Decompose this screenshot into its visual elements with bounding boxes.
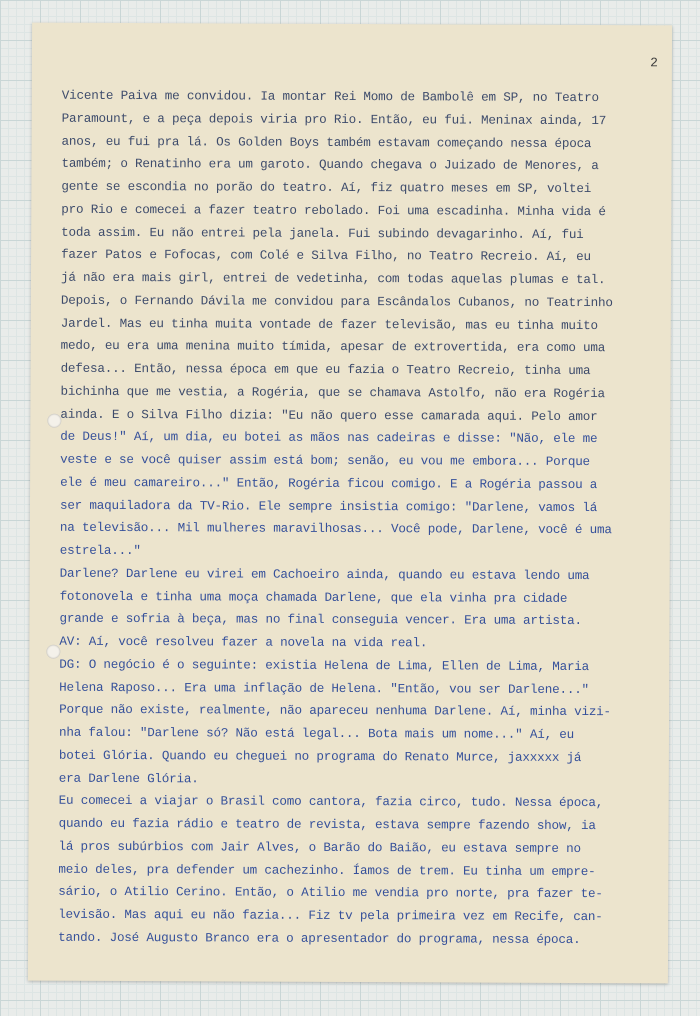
- text-line: também; o Renatinho era um garoto. Quando chegava o Juizado de Menores, a: [61, 156, 599, 174]
- text-line: botei Glória. Quando eu cheguei no programa do Renato Murce, jaxxxxx já: [58, 748, 582, 765]
- text-line: de Deus!" Aí, um dia, eu botei as mãos nas cadeiras e disse: "Não, ele me: [60, 429, 598, 447]
- punch-hole-bottom: [46, 645, 60, 659]
- text-line: defesa... Então, nessa época em que eu fazia o Teatro Recreio, tinha uma: [60, 361, 591, 379]
- text-line: ele é meu camareiro..." Então, Rogéria ficou comigo. E a Rogéria passou a: [60, 475, 598, 492]
- text-line: Eu comecei a viajar o Brasil como cantora, fazia circo, tudo. Nessa época,: [58, 793, 604, 811]
- text-line: era Darlene Glória.: [58, 771, 199, 786]
- text-line: nha falou: "Darlene só? Não está legal... Bota mais um nome..." Aí, eu: [58, 725, 575, 742]
- text-line: fotonovela e tinha uma moça chamada Darlene, que ela vinha pra cidade: [59, 589, 568, 606]
- text-line: Paramount, e a peça depois viria pro Rio. Então, eu fui. Meninax ainda, 17: [61, 111, 607, 128]
- text-line: toda assim. Eu não entrei pela janela. Fui subindo devagarinho. Aí, fui: [61, 225, 584, 242]
- text-line: bichinha que me vestia, a Rogéria, que se chamava Astolfo, não era Rogéria: [60, 384, 605, 401]
- text-line: pro Rio e comecei a fazer teatro rebolado. Foi uma escadinha. Minha vida é: [61, 202, 606, 219]
- page-number: 2: [650, 55, 658, 71]
- text-line: AV: Aí, você resolveu fazer a novela na vida real.: [59, 634, 428, 651]
- text-line: Helena Raposo... Era uma inflação de Helena. "Então, vou ser Darlene...": [59, 680, 589, 697]
- text-line: Darlene? Darlene eu virei em Cachoeiro ainda, quando eu estava lendo uma: [59, 566, 590, 583]
- typewritten-page: [28, 23, 672, 984]
- text-line: gente se escondia no porão do teatro. Aí, fiz quatro meses em SP, voltei: [61, 179, 592, 197]
- punch-hole-top: [47, 414, 61, 428]
- text-line: sário, o Atilio Cerino. Então, o Atilio me vendia pro norte, pra fazer te-: [58, 884, 603, 902]
- text-line: veste e se você quiser assim está bom; senão, eu vou me embora... Porque: [60, 452, 590, 470]
- text-line: levisão. Mas aqui eu não fazia... Fiz tv pela primeira vez em Recife, can-: [58, 907, 603, 925]
- text-line: DG: O negócio é o seguinte: existia Helena de Lima, Ellen de Lima, Maria: [59, 657, 590, 674]
- text-line: já não era mais girl, entrei de vedetinha, com todas aquelas plumas e tal.: [60, 270, 606, 288]
- text-line: quando eu fazia rádio e teatro de revista, estava sempre fazendo show, ia: [58, 816, 596, 834]
- text-line: na televisão... Mil mulheres maravilhosas... Você pode, Darlene, você é uma: [59, 520, 612, 538]
- text-line: fazer Patos e Fofocas, com Colé e Silva Filho, no Teatro Recreio. Aí, eu: [61, 247, 591, 265]
- text-line: lá pros subúrbios com Jair Alves, o Barão do Baião, eu estava sempre no: [58, 839, 581, 856]
- text-line: estrela...": [59, 543, 141, 559]
- text-line: meio deles, pra defender um cachezinho. Íamos de trem. Eu tinha um empre-: [58, 862, 596, 879]
- text-line: medo, eu era uma menina muito tímida, apesar de extrovertida, era como uma: [60, 338, 606, 356]
- text-line: tando. José Augusto Branco era o apresentador do programa, nessa época.: [58, 930, 581, 947]
- text-line: anos, eu fui pra lá. Os Golden Boys também estavam começando nessa época: [61, 134, 592, 151]
- text-line: Depois, o Fernando Dávila me convidou para Escândalos Cubanos, no Teatrinho: [60, 293, 613, 310]
- text-line: Porque não existe, realmente, não apareceu nenhuma Darlene. Aí, minha vizi-: [59, 702, 611, 720]
- text-line: ainda. E o Silva Filho dizia: "Eu não quero esse camarada aqui. Pelo amor: [60, 407, 598, 424]
- body-text: [58, 85, 662, 952]
- text-line: grande e sofria à beça, mas no final conseguia vencer. Era uma artista.: [59, 611, 582, 629]
- text-line: Vicente Paiva me convidou. Ia montar Rei Momo de Bambolê em SP, no Teatro: [61, 88, 599, 106]
- text-line: ser maquiladora da TV-Rio. Ele sempre insistia comigo: "Darlene, vamos lá: [59, 498, 598, 515]
- text-line: Jardel. Mas eu tinha muita vontade de fazer televisão, mas eu tinha muito: [60, 316, 598, 333]
